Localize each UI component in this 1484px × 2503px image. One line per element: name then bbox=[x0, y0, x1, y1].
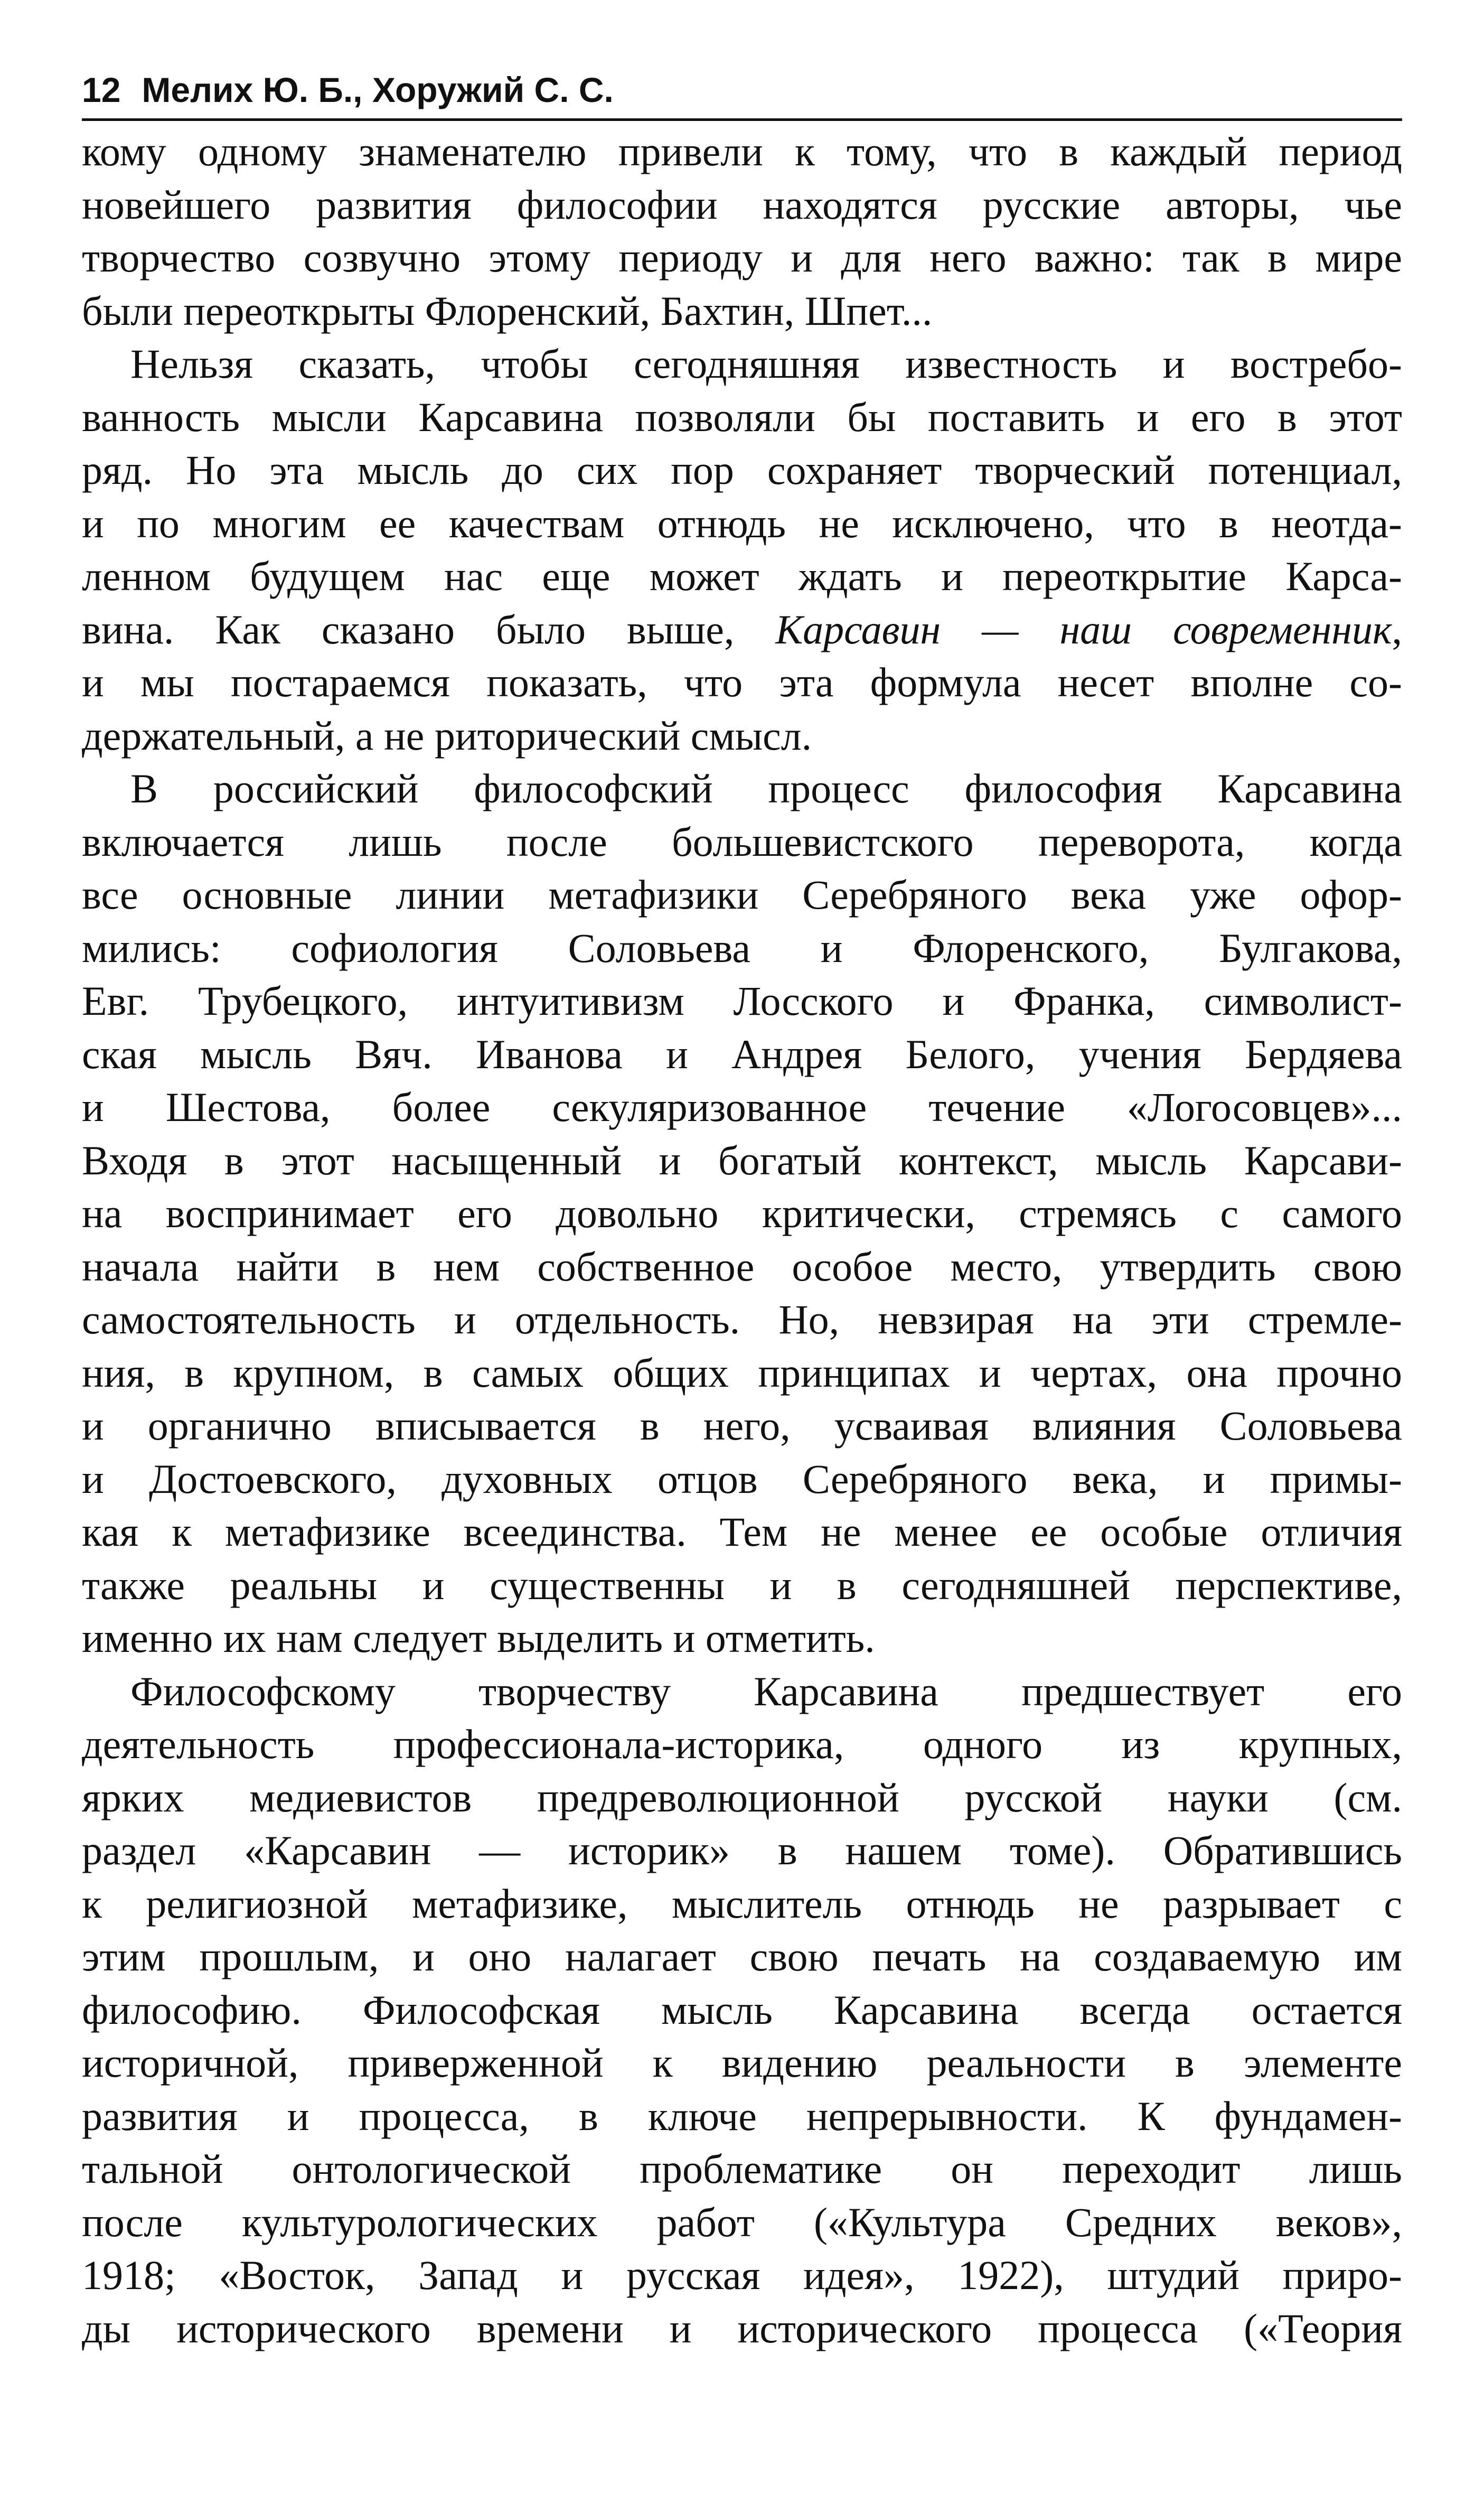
text-line-content: кому одному знаменателю привели к тому, что в каждый период bbox=[82, 128, 1402, 174]
text-line-content: мились: софиология Соловьева и Флоренского, Булгакова, bbox=[82, 924, 1402, 971]
text-line bbox=[82, 922, 1402, 975]
text-line bbox=[82, 762, 1402, 816]
text-line-content: и по многим ее качествам отнюдь не исключено, что в неотда- bbox=[82, 500, 1402, 546]
text-line-content: и Шестова, более секуляризованное течение «Логосовцев»... bbox=[82, 1084, 1402, 1130]
text-line bbox=[82, 1506, 1402, 1559]
running-head-authors: Мелих Ю. Б., Хоружий С. С. bbox=[142, 70, 614, 109]
text-line bbox=[82, 1187, 1402, 1240]
text-line-content: ленном будущем нас еще может ждать и переоткрытие Карса- bbox=[82, 553, 1402, 599]
text-line bbox=[82, 2302, 1402, 2356]
text-line bbox=[82, 391, 1402, 444]
text-line-content: все основные линии метафизики Серебряного века уже офор- bbox=[82, 872, 1402, 918]
text-line-content: историчной, приверженной к видению реальности в элементе bbox=[82, 2040, 1402, 2086]
text-line-content: ская мысль Вяч. Иванова и Андрея Белого, учения Бердяева bbox=[82, 1031, 1402, 1077]
text-line-content: включается лишь после большевистского переворота, когда bbox=[82, 818, 1402, 865]
text-line-content: ния, в крупном, в самых общих принципах и чертах, она прочно bbox=[82, 1349, 1402, 1396]
text-line bbox=[82, 1399, 1402, 1453]
text-line-content: кая к метафизике всеединства. Тем не менее ее особые отличия bbox=[82, 1509, 1402, 1555]
text-line-content: и органично вписывается в него, усваивая влияния Соловьева bbox=[82, 1403, 1402, 1449]
text-line bbox=[82, 1878, 1402, 1931]
text-line-content: начала найти в нем собственное особое место, утвердить свою bbox=[82, 1243, 1402, 1290]
text-line-content: после культурологических работ («Культура Средних веков», bbox=[82, 2199, 1402, 2245]
text-line bbox=[82, 1028, 1402, 1081]
text-line bbox=[82, 1559, 1402, 1612]
text-line bbox=[82, 285, 1402, 338]
text-line-content: этим прошлым, и оно налагает свою печать на создаваемую им bbox=[82, 1934, 1402, 1979]
text-line-content: самостоятельность и отдельность. Но, невзирая на эти стремле- bbox=[82, 1296, 1402, 1342]
text-line bbox=[82, 1081, 1402, 1134]
text-line-content: 1918; «Восток, Запад и русская идея», 1922), штудий приро- bbox=[82, 2252, 1402, 2298]
text-line-content: ды исторического времени и исторического процесса («Теория bbox=[82, 2305, 1402, 2351]
text-line bbox=[82, 2249, 1402, 2302]
text-line-content: философию. Философская мысль Карсавина всегда остается bbox=[82, 1986, 1402, 2033]
text-line bbox=[82, 975, 1402, 1028]
text-line bbox=[82, 1347, 1402, 1400]
text-line-content: Входя в этот насыщенный и богатый контекст, мысль Карсави- bbox=[82, 1137, 1402, 1183]
text-line-content: ярких медиевистов предреволюционной русской науки (см. bbox=[82, 1774, 1402, 1820]
text-line bbox=[82, 2090, 1402, 2143]
italic-phrase: Карсавин — наш современник bbox=[775, 606, 1392, 652]
text-line-content: ванность мысли Карсавина позволяли бы поставить и его в этот bbox=[82, 394, 1402, 440]
text-line bbox=[82, 338, 1402, 391]
text-line bbox=[82, 497, 1402, 550]
text-line bbox=[82, 816, 1402, 869]
text-line bbox=[82, 2196, 1402, 2249]
text-line bbox=[82, 1293, 1402, 1347]
text-line-content: на воспринимает его довольно критически, стремясь с самого bbox=[82, 1190, 1402, 1236]
text-line bbox=[82, 2143, 1402, 2196]
text-line bbox=[82, 1134, 1402, 1188]
text-line bbox=[82, 1718, 1402, 1771]
text-line bbox=[82, 656, 1402, 709]
text-line-content: Евг. Трубецкого, интуитивизм Лосского и Франка, символист- bbox=[82, 978, 1402, 1024]
text-line-content: тальной онтологической проблематике он переходит лишь bbox=[82, 2146, 1402, 2192]
text-line-content: вина. Как сказано было выше, bbox=[82, 606, 776, 652]
text-line bbox=[82, 2037, 1402, 2090]
text-line-content: раздел «Карсавин — историк» в нашем томе). Обратившись bbox=[82, 1827, 1402, 1873]
text-line-content: и Достоевского, духовных отцов Серебряного века, и примы- bbox=[82, 1455, 1402, 1502]
running-head bbox=[82, 69, 1402, 121]
text-line-content: деятельность профессионала-историка, одного из крупных, bbox=[82, 1721, 1402, 1767]
text-line bbox=[82, 444, 1402, 497]
text-line bbox=[82, 1240, 1402, 1294]
text-line bbox=[82, 603, 1402, 657]
text-line bbox=[82, 231, 1402, 285]
text-line bbox=[82, 1930, 1402, 1984]
text-line-content: развития и процесса, в ключе непрерывности. К фундамен- bbox=[82, 2093, 1402, 2139]
text-line-content: держательный, а не риторический смысл. bbox=[82, 712, 812, 759]
text-line-content: также реальны и существенны и в сегодняшней перспективе, bbox=[82, 1562, 1402, 1608]
text-line-content: ряд. Но эта мысль до сих пор сохраняет творческий потенциал, bbox=[82, 447, 1402, 493]
text-line-content: Нельзя сказать, чтобы сегодняшняя известность и востребо- bbox=[130, 341, 1402, 387]
text-line-content: В российский философский процесс философия Карсавина bbox=[130, 765, 1402, 811]
text-line-tail: , bbox=[1392, 606, 1402, 652]
text-line bbox=[82, 179, 1402, 232]
body-text bbox=[82, 125, 1402, 2355]
text-line bbox=[82, 1453, 1402, 1506]
text-line-content: именно их нам следует выделить и отметить. bbox=[82, 1615, 875, 1661]
text-line bbox=[82, 1984, 1402, 2037]
text-line-content: к религиозной метафизике, мыслитель отнюдь не разрывает с bbox=[82, 1880, 1402, 1927]
text-line bbox=[82, 1612, 1402, 1665]
text-line bbox=[82, 868, 1402, 922]
text-line-content: Философскому творчеству Карсавина предшествует его bbox=[130, 1668, 1402, 1714]
text-line-content: и мы постараемся показать, что эта формула несет вполне со- bbox=[82, 659, 1402, 705]
text-line bbox=[82, 125, 1402, 179]
page-number: 12 bbox=[82, 70, 121, 109]
text-line bbox=[82, 1771, 1402, 1825]
text-line bbox=[82, 1824, 1402, 1878]
text-line-content: были переоткрыты Флоренский, Бахтин, Шпет... bbox=[82, 287, 933, 334]
book-page bbox=[82, 69, 1402, 2355]
text-line-content: новейшего развития философии находятся русские авторы, чье bbox=[82, 181, 1402, 228]
text-line bbox=[82, 709, 1402, 763]
text-line-content: творчество созвучно этому периоду и для него важно: так в мире bbox=[82, 235, 1402, 281]
text-line bbox=[82, 1665, 1402, 1719]
text-line bbox=[82, 550, 1402, 603]
